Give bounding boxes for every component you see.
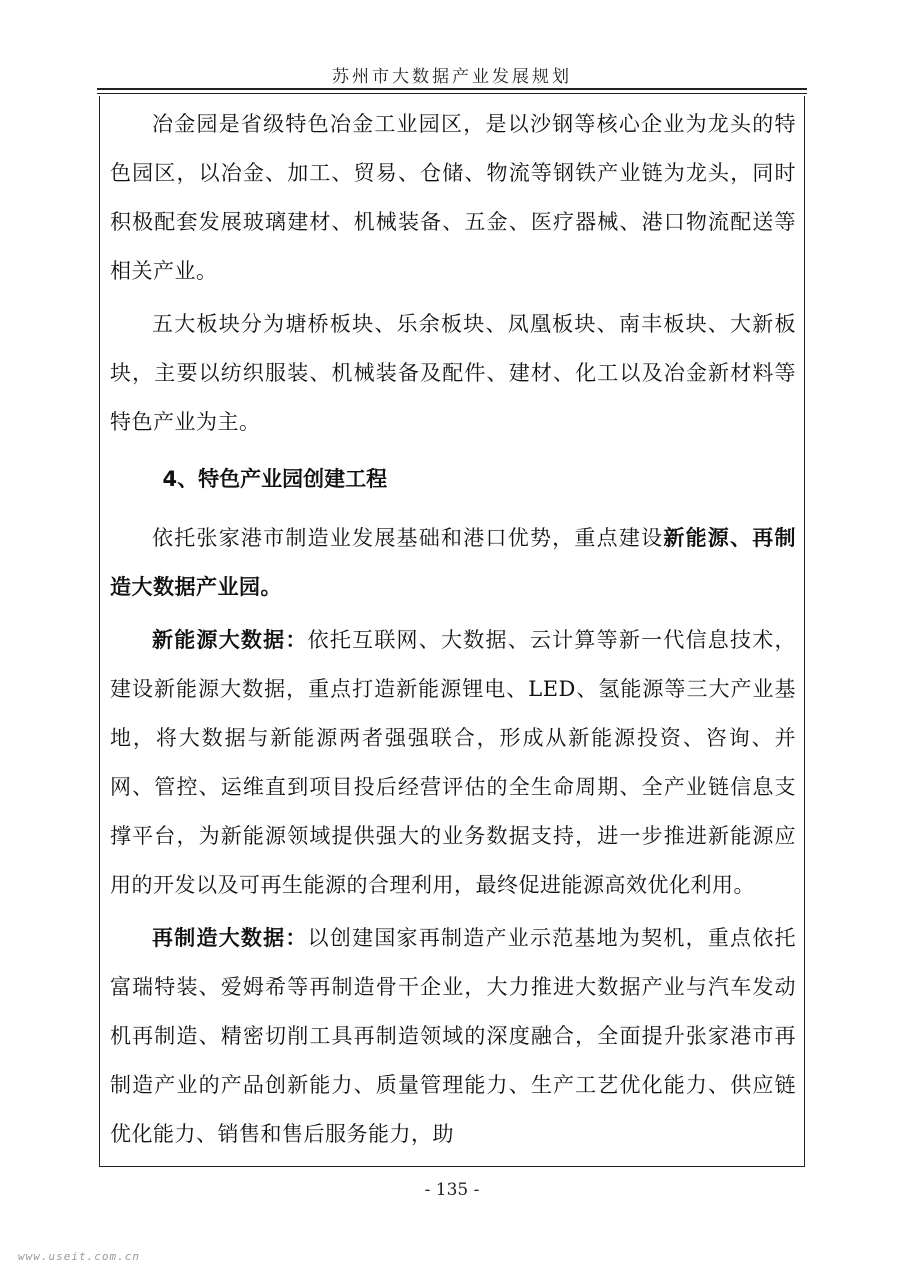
page-number: - 135 - (424, 1180, 480, 1200)
document-body (110, 100, 796, 1159)
paragraph-text: 依托张家港市制造业发展基础和港口优势，重点建设 (152, 526, 664, 550)
bold-lead: 新能源大数据： (152, 628, 308, 652)
paragraph-five-sectors: 五大板块分为塘桥板块、乐余板块、凤凰板块、南丰板块、大新板块，主要以纺织服装、机械装备及配件、建材、化工以及冶金新材料等特色产业为主。 (110, 312, 796, 434)
section-heading: 4、特色产业园创建工程 (162, 467, 388, 491)
paragraph-new-energy (110, 616, 796, 910)
paragraph-remanufacturing (110, 914, 796, 1159)
page-header-title: 苏州市大数据产业发展规划 (332, 67, 572, 87)
bold-lead: 再制造大数据： (152, 926, 308, 950)
paragraph-metallurgy-park: 冶金园是省级特色冶金工业园区，是以沙钢等核心企业为龙头的特色园区，以冶金、加工、贸易、仓储、物流等钢铁产业链为龙头，同时积极配套发展玻璃建材、机械装备、五金、医疗器械、港口物流配送等相关产业。 (110, 112, 796, 283)
header-rule-thin (97, 93, 807, 94)
header-rule (97, 88, 807, 90)
watermark-text: www.useit.com.cn (18, 1250, 140, 1263)
paragraph-text: 以创建国家再制造产业示范基地为契机，重点依托富瑞特装、爱姆希等再制造骨干企业，大力推进大数据产业与汽车发动机再制造、精密切削工具再制造领域的深度融合，全面提升张家港市再制造产业的产品创新能力、质量管理能力、生产工艺优化能力、供应链优化能力、销售和售后服务能力，助 (110, 926, 796, 1146)
paragraph-text: 依托互联网、大数据、云计算等新一代信息技术，建设新能源大数据，重点打造新能源锂电、LED、氢能源等三大产业基地，将大数据与新能源两者强强联合，形成从新能源投资、咨询、并网、管控、运维直到项目投后经营评估的全生命周期、全产业链信息支撑平台，为新能源领域提供强大的业务数据支持，进一步推进新能源应用的开发以及可再生能源的合理利用，最终促进能源高效优化利用。 (110, 628, 796, 897)
bold-emphasis: 新能源、再制造大数据产业园。 (110, 526, 797, 599)
paragraph-park-construction (110, 514, 796, 612)
